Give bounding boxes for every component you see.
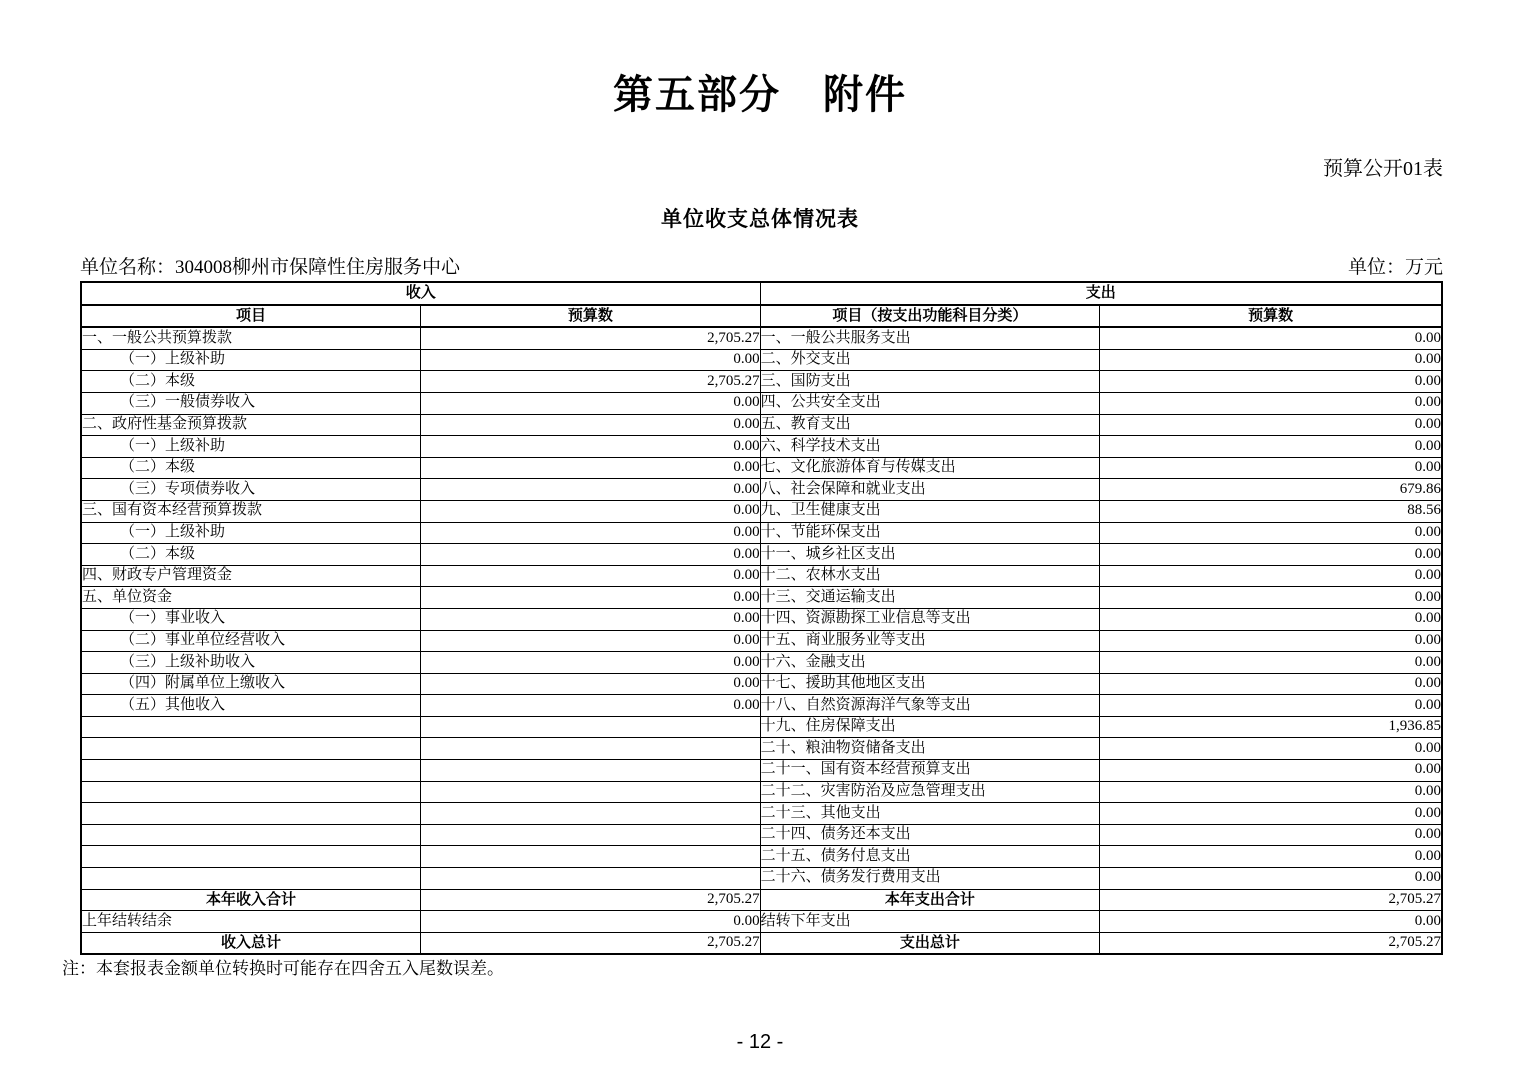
expense-item-cell: 二十、粮油物资储备支出 bbox=[760, 738, 1100, 760]
income-value-cell: 0.00 bbox=[421, 652, 761, 674]
table-row bbox=[81, 479, 1442, 501]
income-item-cell bbox=[81, 803, 421, 825]
income-value-cell: 0.00 bbox=[421, 587, 761, 609]
income-item-cell: 五、单位资金 bbox=[81, 587, 421, 609]
expense-value-cell: 0.00 bbox=[1100, 457, 1442, 479]
income-item-cell: （一）上级补助 bbox=[81, 436, 421, 458]
table-row bbox=[81, 803, 1442, 825]
table-row bbox=[81, 824, 1442, 846]
expense-item-cell: 九、卫生健康支出 bbox=[760, 500, 1100, 522]
income-value-cell: 0.00 bbox=[421, 392, 761, 414]
expense-value-cell: 0.00 bbox=[1100, 349, 1442, 371]
meta-row bbox=[80, 256, 1443, 280]
expense-item-cell: 二十五、债务付息支出 bbox=[760, 846, 1100, 868]
expense-value-cell: 0.00 bbox=[1100, 630, 1442, 652]
income-value-cell bbox=[421, 868, 761, 890]
expense-budget-column-header: 预算数 bbox=[1100, 305, 1442, 328]
expense-value-cell: 0.00 bbox=[1100, 652, 1442, 674]
table-row bbox=[81, 911, 1442, 933]
expense-item-cell: 十五、商业服务业等支出 bbox=[760, 630, 1100, 652]
income-item-cell: （三）一般债券收入 bbox=[81, 392, 421, 414]
expense-section-header: 支出 bbox=[760, 282, 1442, 305]
expense-value-cell: 0.00 bbox=[1100, 544, 1442, 566]
expense-value-cell: 0.00 bbox=[1100, 846, 1442, 868]
expense-item-cell: 五、教育支出 bbox=[760, 414, 1100, 436]
unit-of-measure: 单位：万元 bbox=[1347, 257, 1443, 278]
expense-item-cell: 二十三、其他支出 bbox=[760, 803, 1100, 825]
income-item-cell: 本年收入合计 bbox=[81, 889, 421, 911]
income-value-cell bbox=[421, 716, 761, 738]
income-value-cell: 0.00 bbox=[421, 608, 761, 630]
table-row bbox=[81, 414, 1442, 436]
table-row bbox=[81, 652, 1442, 674]
income-item-cell: 二、政府性基金预算拨款 bbox=[81, 414, 421, 436]
income-item-cell: （二）本级 bbox=[81, 371, 421, 393]
income-item-cell: （三）上级补助收入 bbox=[81, 652, 421, 674]
income-budget-column-header: 预算数 bbox=[421, 305, 761, 328]
income-item-cell bbox=[81, 760, 421, 782]
expense-item-cell: 六、科学技术支出 bbox=[760, 436, 1100, 458]
table-row bbox=[81, 436, 1442, 458]
table-row bbox=[81, 760, 1442, 782]
table-row bbox=[81, 327, 1442, 349]
expense-value-cell: 0.00 bbox=[1100, 760, 1442, 782]
expense-item-cell: 二十四、债务还本支出 bbox=[760, 824, 1100, 846]
budget-summary-table bbox=[80, 281, 1443, 955]
expense-value-cell: 0.00 bbox=[1100, 327, 1442, 349]
table-row bbox=[81, 695, 1442, 717]
expense-item-cell: 十二、农林水支出 bbox=[760, 565, 1100, 587]
page-title: 第五部分 附件 bbox=[613, 73, 907, 117]
expense-item-cell: 支出总计 bbox=[760, 932, 1100, 954]
table-row bbox=[81, 349, 1442, 371]
expense-item-cell: 十三、交通运输支出 bbox=[760, 587, 1100, 609]
expense-item-cell: 三、国防支出 bbox=[760, 371, 1100, 393]
expense-item-cell: 八、社会保障和就业支出 bbox=[760, 479, 1100, 501]
income-value-cell: 2,705.27 bbox=[421, 889, 761, 911]
expense-value-cell: 0.00 bbox=[1100, 781, 1442, 803]
income-item-cell: （二）本级 bbox=[81, 544, 421, 566]
section-header-row bbox=[81, 282, 1442, 305]
income-value-cell: 0.00 bbox=[421, 565, 761, 587]
income-item-cell: 上年结转结余 bbox=[81, 911, 421, 933]
expense-item-cell: 二十一、国有资本经营预算支出 bbox=[760, 760, 1100, 782]
expense-item-cell: 本年支出合计 bbox=[760, 889, 1100, 911]
income-item-cell: （一）上级补助 bbox=[81, 522, 421, 544]
income-value-cell: 0.00 bbox=[421, 544, 761, 566]
expense-value-cell: 0.00 bbox=[1100, 911, 1442, 933]
income-item-cell bbox=[81, 738, 421, 760]
income-value-cell: 0.00 bbox=[421, 630, 761, 652]
income-value-cell: 0.00 bbox=[421, 414, 761, 436]
income-value-cell: 0.00 bbox=[421, 436, 761, 458]
expense-value-cell: 0.00 bbox=[1100, 738, 1442, 760]
table-row bbox=[81, 630, 1442, 652]
table-row bbox=[81, 522, 1442, 544]
income-value-cell: 0.00 bbox=[421, 911, 761, 933]
table-row bbox=[81, 738, 1442, 760]
expense-item-cell: 七、文化旅游体育与传媒支出 bbox=[760, 457, 1100, 479]
expense-value-cell: 0.00 bbox=[1100, 868, 1442, 890]
expense-value-cell: 0.00 bbox=[1100, 587, 1442, 609]
page-number: - 12 - bbox=[736, 1031, 784, 1053]
income-value-cell bbox=[421, 760, 761, 782]
unit-name: 单位名称：304008柳州市保障性住房服务中心 bbox=[80, 257, 461, 278]
income-value-cell bbox=[421, 738, 761, 760]
expense-value-cell: 0.00 bbox=[1100, 803, 1442, 825]
income-item-cell: 收入总计 bbox=[81, 932, 421, 954]
expense-item-cell: 十八、自然资源海洋气象等支出 bbox=[760, 695, 1100, 717]
column-header-row bbox=[81, 305, 1442, 328]
expense-value-cell: 88.56 bbox=[1100, 500, 1442, 522]
income-item-cell bbox=[81, 824, 421, 846]
expense-value-cell: 0.00 bbox=[1100, 392, 1442, 414]
income-value-cell: 0.00 bbox=[421, 673, 761, 695]
income-item-cell: （二）事业单位经营收入 bbox=[81, 630, 421, 652]
income-item-cell: （三）专项债券收入 bbox=[81, 479, 421, 501]
table-row bbox=[81, 868, 1442, 890]
expense-item-cell: 二、外交支出 bbox=[760, 349, 1100, 371]
income-value-cell bbox=[421, 824, 761, 846]
income-item-cell bbox=[81, 846, 421, 868]
income-value-cell: 0.00 bbox=[421, 500, 761, 522]
expense-value-cell: 2,705.27 bbox=[1100, 889, 1442, 911]
income-item-cell: （一）事业收入 bbox=[81, 608, 421, 630]
expense-value-cell: 0.00 bbox=[1100, 371, 1442, 393]
expense-value-cell: 0.00 bbox=[1100, 695, 1442, 717]
table-row bbox=[81, 544, 1442, 566]
income-value-cell bbox=[421, 846, 761, 868]
income-item-cell bbox=[81, 868, 421, 890]
income-value-cell: 2,705.27 bbox=[421, 932, 761, 954]
expense-value-cell: 0.00 bbox=[1100, 522, 1442, 544]
table-body bbox=[81, 327, 1442, 954]
expense-item-cell: 十九、住房保障支出 bbox=[760, 716, 1100, 738]
expense-value-cell: 1,936.85 bbox=[1100, 716, 1442, 738]
income-item-cell bbox=[81, 716, 421, 738]
income-item-cell: （二）本级 bbox=[81, 457, 421, 479]
table-row bbox=[81, 457, 1442, 479]
table-note: 注：本套报表金额单位转换时可能存在四舍五入尾数误差。 bbox=[62, 959, 504, 979]
income-value-cell: 0.00 bbox=[421, 349, 761, 371]
table-label: 预算公开01表 bbox=[1323, 158, 1443, 180]
expense-value-cell: 2,705.27 bbox=[1100, 932, 1442, 954]
expense-value-cell: 0.00 bbox=[1100, 673, 1442, 695]
expense-value-cell: 0.00 bbox=[1100, 436, 1442, 458]
table-row bbox=[81, 608, 1442, 630]
table-row bbox=[81, 500, 1442, 522]
income-item-cell: （五）其他收入 bbox=[81, 695, 421, 717]
income-value-cell: 0.00 bbox=[421, 695, 761, 717]
income-value-cell: 2,705.27 bbox=[421, 371, 761, 393]
expense-value-cell: 0.00 bbox=[1100, 608, 1442, 630]
table-row bbox=[81, 716, 1442, 738]
income-value-cell: 2,705.27 bbox=[421, 327, 761, 349]
income-item-column-header: 项目 bbox=[81, 305, 421, 328]
expense-item-cell: 四、公共安全支出 bbox=[760, 392, 1100, 414]
table-row bbox=[81, 932, 1442, 954]
income-item-cell: （四）附属单位上缴收入 bbox=[81, 673, 421, 695]
income-value-cell: 0.00 bbox=[421, 479, 761, 501]
income-value-cell: 0.00 bbox=[421, 457, 761, 479]
table-row bbox=[81, 889, 1442, 911]
expense-value-cell: 0.00 bbox=[1100, 824, 1442, 846]
table-row bbox=[81, 371, 1442, 393]
table-title: 单位收支总体情况表 bbox=[661, 208, 859, 231]
income-value-cell bbox=[421, 781, 761, 803]
table-row bbox=[81, 673, 1442, 695]
expense-item-cell: 十六、金融支出 bbox=[760, 652, 1100, 674]
table-row bbox=[81, 781, 1442, 803]
income-value-cell bbox=[421, 803, 761, 825]
expense-item-cell: 十七、援助其他地区支出 bbox=[760, 673, 1100, 695]
expense-item-cell: 十一、城乡社区支出 bbox=[760, 544, 1100, 566]
table-row bbox=[81, 846, 1442, 868]
expense-item-cell: 二十二、灾害防治及应急管理支出 bbox=[760, 781, 1100, 803]
expense-item-cell: 一、一般公共服务支出 bbox=[760, 327, 1100, 349]
expense-item-cell: 十四、资源勘探工业信息等支出 bbox=[760, 608, 1100, 630]
income-item-cell: （一）上级补助 bbox=[81, 349, 421, 371]
income-item-cell: 一、一般公共预算拨款 bbox=[81, 327, 421, 349]
expense-item-column-header: 项目（按支出功能科目分类） bbox=[760, 305, 1100, 328]
income-item-cell: 三、国有资本经营预算拨款 bbox=[81, 500, 421, 522]
expense-value-cell: 679.86 bbox=[1100, 479, 1442, 501]
expense-value-cell: 0.00 bbox=[1100, 414, 1442, 436]
expense-value-cell: 0.00 bbox=[1100, 565, 1442, 587]
income-item-cell: 四、财政专户管理资金 bbox=[81, 565, 421, 587]
table-row bbox=[81, 565, 1442, 587]
expense-item-cell: 十、节能环保支出 bbox=[760, 522, 1100, 544]
income-value-cell: 0.00 bbox=[421, 522, 761, 544]
expense-item-cell: 二十六、债务发行费用支出 bbox=[760, 868, 1100, 890]
expense-item-cell: 结转下年支出 bbox=[760, 911, 1100, 933]
income-item-cell bbox=[81, 781, 421, 803]
table-row bbox=[81, 392, 1442, 414]
table-row bbox=[81, 587, 1442, 609]
income-section-header: 收入 bbox=[81, 282, 760, 305]
